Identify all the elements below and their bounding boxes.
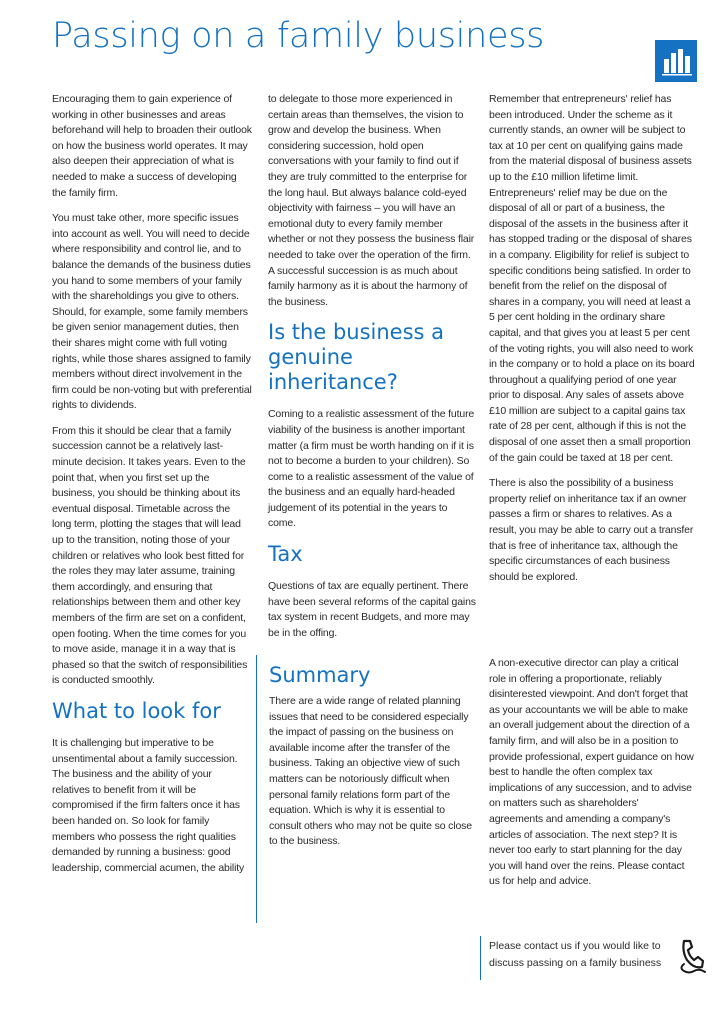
col1-paragraph: Encouraging them to gain experience of working in other businesses and areas beforehand will help to broaden their outlook on how the business world operates. It may also deepen their appreciation of what is needed to make a success of developing the family firm. <box>52 93 252 199</box>
column-3 <box>489 92 695 595</box>
column-2 <box>268 92 476 651</box>
col2-paragraph: to delegate to those more experienced in certain areas than themselves, the vision to grow and develop the business. When considering succession, hold open conversations with your family to find out if they are truly committed to the enterprise for the long haul. But always balance cold-eyed objectivity with fairness – you will have an emotional duty to every family member whether or not they possess the business flair needed to take over the operation of the firm. A successful succession is as much about family harmony as it is about the harmony of the business. <box>268 93 475 308</box>
heading-genuine-inheritance: Is the business a genuine inheritance? <box>268 320 445 395</box>
col1-paragraph: It is challenging but imperative to be unsentimental about a family succession. The business and the ability of your relatives to benefit from it will be compromised if the firm falters once it has been handed on. So look for family members who possess the right qualities demanded by running a business: good leadership, commercial acumen, the ability <box>52 736 245 874</box>
contact-box: Please contact us if you would like to discuss passing on a family business <box>480 936 672 980</box>
col3-paragraph: Remember that entrepreneurs' relief has been introduced. Under the scheme as it currently stands, an owner will be subject to tax at 10 per cent on qualifying gains made from the material disposal of business assets up to the £10 million lifetime limit. Entrepreneurs' relief may be due on the disposal of all or part of a business, the disposal of the assets in the business after it has stopped trading or the disposal of shares in a company. Eligibility for relief is subject to specific conditions being satisfied. In order to benefit from the relief on the disposal of shares in a company, you will need at least a 5 per cent holding in the ordinary share capital, and that gives you at least 5 per cent of the voting rights, you will also need to work in the company or to hold a place on its board throughout a qualifying period of one year prior to disposal. Any sales of assets above £10 million are subject to a capital gains tax rate of 28 per cent, although if this is not the disposal of one asset then a small proportion of the gain could be taxed at 18 per cent. <box>489 93 695 464</box>
col3b-paragraph: A non-executive director can play a critical role in offering a proportionate, reliably disinterested viewpoint. And don't forget that as your accountants we will be able to make an overall judgement about the direction of a family firm, and will also be in a position to provide professional, expert guidance on how best to handle the often complex tax implications of any succession, and to advise on matters such as shareholders' agreements and amending a company's articles of association. The next step? It is never too early to start planning for the day you will hand over the reins. Please contact us for help and advice. <box>489 657 694 888</box>
bar-chart-icon <box>655 40 697 82</box>
summary-paragraph: There are a wide range of related planning issues that need to be considered especially the impact of passing on the business on available income after the transfer of the business. Taking an objective view of such matters can be notoriously difficult when personal family relations form part of the equation. Which is why it is essential to consult others who may not be quite so close to the business. <box>269 695 472 848</box>
col2-paragraph: Coming to a realistic assessment of the future viability of the business is another important matter (a firm must be worth handing on if it is not to become a burden to your children). So come to a realistic assessment of the value of the business and an equally hard-headed judgement of its potential in the years to come. <box>268 408 475 530</box>
page-title: Passing on a family business <box>52 16 545 56</box>
column-3-lower <box>489 656 695 900</box>
column-1 <box>52 92 252 886</box>
heading-tax: Tax <box>268 542 303 567</box>
col1-paragraph: From this it should be clear that a family succession cannot be a relatively last-minute decision. It takes years. Even to the point that, when you first set up the business, you should be thinking about its eventual disposal. Timetable across the long term, plotting the stages that will lead up to the transition, noting those of your children or relatives who look best fitted for the roles they may later assume, training them accordingly, and ensuring that relationships between them and other key members of the firm are set on a confident, open footing. When the time comes for you to move aside, manage it in a way that is phased so that the switch of responsibilities is conducted smoothly. <box>52 424 248 687</box>
col1-paragraph: You must take other, more specific issues into account as well. You will need to decide where responsibility and control lie, and to balance the demands of the business duties you hand to some members of your family with the shareholdings you give to others. Should, for example, some family members be given senior management duties, then their shares might come with full voting rights, while those shares assigned to family members without direct involvement in the firm could be non-voting but with preferential rights to dividends. <box>52 212 252 412</box>
heading-what-to-look-for: What to look for <box>52 698 221 723</box>
heading-summary: Summary <box>269 663 371 687</box>
col2-paragraph: Questions of tax are equally pertinent. There have been several reforms of the capital gains tax system in recent Budgets, and more may be in the offing. <box>268 580 476 639</box>
col3-paragraph: There is also the possibility of a business property relief on inheritance tax if an owner passes a firm or shares to relatives. As a result, you may be able to carry out a transfer that is free of inheritance tax, although the specific circumstances of each business should be explored. <box>489 477 694 583</box>
summary-box <box>256 655 476 923</box>
telephone-icon <box>678 938 708 976</box>
